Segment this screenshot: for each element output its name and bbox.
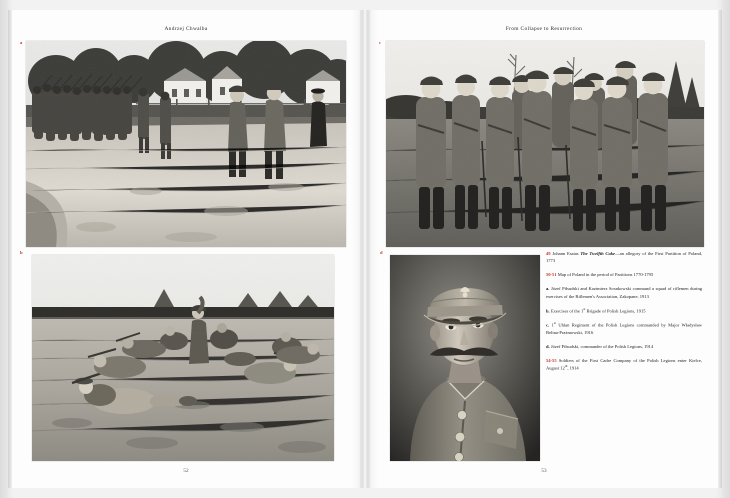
caption-text: Józef Piłsudski, commander of the Polish Legions, 1914	[550, 343, 654, 349]
photo-pilsudski-portrait	[390, 255, 540, 461]
caption-ordinal: th	[564, 364, 568, 369]
caption-item-50-51	[546, 271, 702, 278]
caption-text: Exercises of the 1	[550, 308, 584, 314]
caption-list	[546, 250, 702, 379]
caption-item-b	[546, 307, 702, 315]
caption-marker: d.	[546, 343, 550, 349]
caption-text: Map of Poland in the period of Partitions 1770-1795	[557, 272, 654, 278]
caption-item-a	[546, 285, 702, 300]
photo-legion-officers-group	[386, 41, 704, 247]
caption-text-post: —an allegory of the First Partition of Poland, 1773	[546, 251, 702, 264]
caption-marker: c.	[546, 322, 550, 328]
right-page	[370, 10, 718, 488]
caption-marker: 50-51	[546, 272, 557, 278]
caption-title-italic: The Twelfth Cake	[580, 251, 616, 256]
caption-ordinal: st	[553, 321, 556, 326]
left-running-head: Andrzej Chwalba	[164, 26, 208, 32]
caption-text-2: Brigade of Polish Legions, 1915	[585, 308, 646, 314]
caption-item-49	[546, 250, 702, 265]
caption-item-d	[546, 343, 702, 350]
caption-marker: b.	[546, 308, 550, 314]
caption-text-2: , 1914	[567, 365, 579, 371]
caption-item-c	[546, 321, 702, 336]
caption-marker: 54-55	[546, 357, 557, 363]
photo-marching-legionnaires	[26, 41, 346, 247]
marker-c: c	[379, 40, 382, 45]
caption-marker: a.	[546, 286, 550, 292]
caption-item-54-55	[546, 357, 702, 372]
caption-ordinal: st	[583, 306, 586, 311]
caption-marker: 49	[546, 251, 551, 256]
marker-d: d	[380, 250, 383, 255]
marker-a: a	[20, 40, 23, 45]
caption-text-pre: Johann Esaias	[552, 251, 581, 256]
caption-text: Soldiers of the First Cadre Company of the Polish Legions enter Kielce, August 12	[546, 357, 702, 371]
right-running-head: From Collapse to Resurrection	[505, 26, 583, 32]
marker-b: b	[20, 250, 23, 255]
left-page	[12, 10, 360, 488]
caption-text: 1	[551, 322, 554, 328]
left-folio: 52	[183, 468, 189, 474]
right-page-edge	[718, 10, 722, 488]
right-folio: 53	[541, 468, 547, 474]
photo-riflemen-exercises	[32, 255, 334, 461]
caption-text: Józef Piłsudski and Kazimierz Sosnkowski command a squad of riflemen during exercises of the Riflemen's Association, Zakopane, 1913	[546, 286, 702, 299]
caption-text-2: Uhlan Regiment of the Polish Legions commanded by Major Władysław Belina-Prażmowski, 1916	[546, 322, 702, 335]
